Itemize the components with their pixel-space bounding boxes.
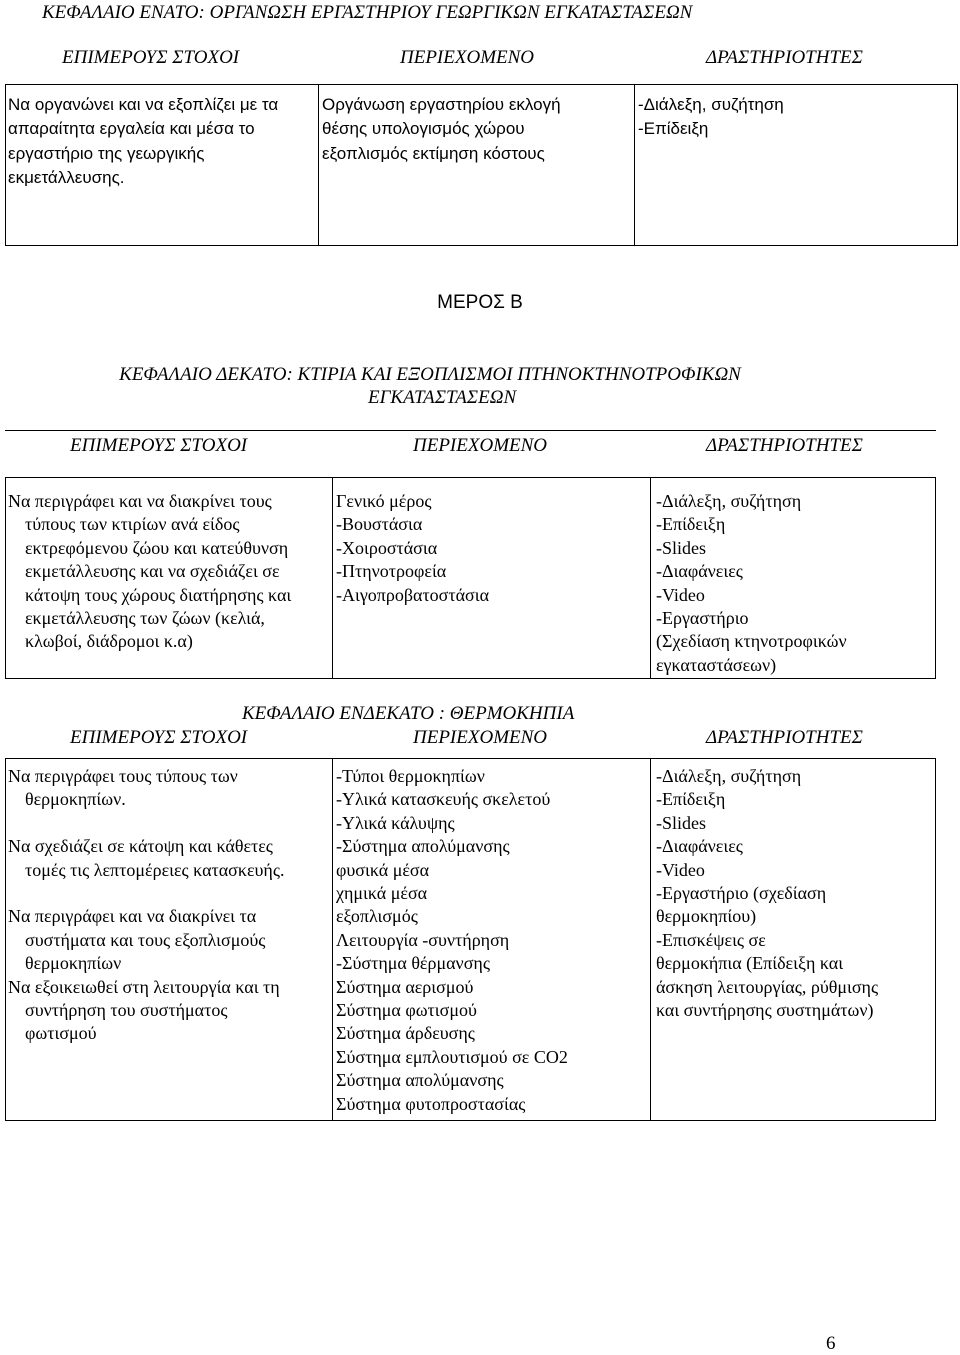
ch10-content-line: -Αιγοπροβατοστάσια <box>336 584 490 605</box>
ch10-goal-line: εκτρεφόμενου ζώου και κατεύθυνση <box>25 537 289 558</box>
part-b-heading: ΜΕΡΟΣ Β <box>437 292 523 313</box>
ch11-activity-line: θερμοκήπια (Επίδειξη και <box>656 953 844 974</box>
ch11-goal-line: συστήματα και τους εξοπλισμούς <box>25 929 266 950</box>
ch10-goal-line: εκμετάλλευσης και να σχεδιάζει σε <box>25 561 280 582</box>
ch11-content-line: χημικά μέσα <box>336 883 428 904</box>
ch9-goal-line: εκμετάλλευσης. <box>8 168 125 188</box>
ch9-goal-line: εργαστήριο της γεωργικής <box>8 143 205 163</box>
ch10-activity-line: -Επίδειξη <box>656 514 726 535</box>
ch11-goal-line: θερμοκηπίων <box>25 953 122 974</box>
ch11-content-line: -Σύστημα απολύμανσης <box>336 836 510 857</box>
ch10-activities-cell <box>656 490 847 677</box>
ch10-goals-cell <box>8 490 291 654</box>
ch11-goals-cell <box>8 765 284 1046</box>
ch11-activities-cell <box>656 765 878 1022</box>
ch10-table-top-border <box>5 477 936 478</box>
ch11-activity-line: θερμοκηπίου) <box>656 906 757 927</box>
ch10-activity-line: εγκαταστάσεων) <box>656 654 777 675</box>
ch11-goal-line: Να εξοικειωθεί στη λειτουργία και τη <box>8 976 280 997</box>
ch11-col-divider-1 <box>332 758 333 1121</box>
chapter9-title: ΚΕΦΑΛΑΙΟ ΕΝΑΤΟ: ΟΡΓΑΝΩΣΗ ΕΡΓΑΣΤΗΡΙΟΥ ΓΕΩΡΓΙΚΩΝ ΕΓΚΑΤΑΣΤΑΣΕΩΝ <box>42 2 693 23</box>
ch10-goal-line: εκμετάλλευσης των ζώων (κελιά, <box>25 608 265 629</box>
ch11-goal-line: Να περιγράφει και να διακρίνει τα <box>8 906 257 927</box>
chapter10-title-line2: ΕΓΚΑΤΑΣΤΑΣΕΩΝ <box>368 387 517 408</box>
ch11-activity-line: και συντήρησης συστημάτων) <box>656 1000 874 1021</box>
ch11-header-goals: ΕΠΙΜΕΡΟΥΣ ΣΤΟΧΟΙ <box>70 727 248 748</box>
ch9-header-activities: ΔΡΑΣΤΗΡΙΟΤΗΤΕΣ <box>706 47 863 68</box>
ch10-content-line: -Πτηνοτροφεία <box>336 561 447 582</box>
ch11-activity-line: -Διαφάνειες <box>656 836 743 857</box>
ch11-content-line: Σύστημα απολύμανσης <box>336 1070 504 1091</box>
ch10-activity-line: -Εργαστήριο <box>656 608 749 629</box>
ch10-content-cell <box>336 490 489 607</box>
ch10-goal-line: τύπους των κτιρίων ανά είδος <box>25 514 240 535</box>
ch9-header-content: ΠΕΡΙΕΧΟΜΕΝΟ <box>400 47 535 68</box>
ch10-header-content: ΠΕΡΙΕΧΟΜΕΝΟ <box>413 435 548 456</box>
ch9-content-cell <box>322 93 561 166</box>
ch11-content-cell <box>336 765 568 1116</box>
ch10-content-line: -Χοιροστάσια <box>336 537 438 558</box>
ch11-goal-line: Να περιγράφει τους τύπους των <box>8 766 238 786</box>
ch9-col-divider-1 <box>318 84 319 246</box>
ch11-content-line: Σύστημα εμπλουτισμού σε CO2 <box>336 1046 568 1067</box>
ch11-content-line: Σύστημα άρδευσης <box>336 1023 475 1044</box>
ch11-activity-line: άσκηση λειτουργίας, ρύθμισης <box>656 976 879 997</box>
ch11-content-line: -Υλικά κάλυψης <box>336 812 455 833</box>
ch9-col-divider-2 <box>634 84 635 246</box>
ch11-header-activities: ΔΡΑΣΤΗΡΙΟΤΗΤΕΣ <box>706 727 863 748</box>
ch11-header-content: ΠΕΡΙΕΧΟΜΕΝΟ <box>413 727 548 748</box>
ch11-table-right-border <box>935 758 936 1121</box>
ch11-content-line: φυσικά μέσα <box>336 859 430 880</box>
ch9-activity-line: -Διάλεξη, συζήτηση <box>638 95 784 114</box>
ch10-activity-line: -Διαφάνειες <box>656 561 743 582</box>
ch9-goal-line: Να οργανώνει και να εξοπλίζει με τα <box>8 95 279 114</box>
ch10-col-divider-1 <box>332 477 333 679</box>
ch9-content-line: θέσης υπολογισμός χώρου <box>322 119 525 139</box>
page-number: 6 <box>826 1333 836 1354</box>
ch10-content-line: -Βουστάσια <box>336 514 423 535</box>
ch10-activity-line: (Σχεδίαση κτηνοτροφικών <box>656 631 847 652</box>
ch11-goal-line: Να σχεδιάζει σε κάτοψη και κάθετες <box>8 836 273 857</box>
ch11-content-line: -Υλικά κατασκευής σκελετού <box>336 789 551 810</box>
ch11-content-line: Λειτουργία -συντήρηση <box>336 929 510 950</box>
ch9-table-top-border <box>5 84 958 85</box>
ch11-content-line: -Σύστημα θέρμανσης <box>336 953 490 974</box>
ch11-table-left-border <box>5 758 6 1121</box>
ch10-activity-line: -Slides <box>656 537 707 558</box>
ch9-goals-cell <box>8 93 278 191</box>
ch11-content-line: Σύστημα φωτισμού <box>336 1000 477 1021</box>
ch10-header-top-border <box>5 430 936 431</box>
ch9-activities-cell <box>638 93 784 142</box>
ch11-content-line: εξοπλισμός <box>336 906 418 927</box>
chapter11-title: ΚΕΦΑΛΑΙΟ ΕΝΔΕΚΑΤΟ : ΘΕΡΜΟΚΗΠΙΑ <box>242 703 575 724</box>
ch10-goal-line: κλωβοί, διάδρομοι κ.α) <box>25 631 193 652</box>
ch10-table-left-border <box>5 477 6 679</box>
ch10-content-line: Γενικό μέρος <box>336 491 432 511</box>
ch10-activity-line: -Διάλεξη, συζήτηση <box>656 491 802 511</box>
ch11-table-top-border <box>5 758 936 759</box>
ch11-activity-line: -Διάλεξη, συζήτηση <box>656 766 802 786</box>
ch10-col-divider-2 <box>650 477 651 679</box>
ch10-header-goals: ΕΠΙΜΕΡΟΥΣ ΣΤΟΧΟΙ <box>70 435 248 456</box>
ch10-table-bottom-border <box>5 678 936 679</box>
ch9-table-left-border <box>5 84 6 246</box>
ch9-content-line: εξοπλισμός εκτίμηση κόστους <box>322 143 545 163</box>
ch11-content-line: -Τύποι θερμοκηπίων <box>336 766 485 786</box>
ch11-goal-line: φωτισμού <box>25 1023 97 1044</box>
ch10-header-activities: ΔΡΑΣΤΗΡΙΟΤΗΤΕΣ <box>706 435 863 456</box>
chapter10-title-line1: ΚΕΦΑΛΑΙΟ ΔΕΚΑΤΟ: ΚΤΙΡΙΑ ΚΑΙ ΕΞΟΠΛΙΣΜΟΙ ΠΤΗΝΟΚΤΗΝΟΤΡΟΦΙΚΩΝ <box>119 364 741 385</box>
ch10-activity-line: -Video <box>656 584 705 605</box>
ch11-content-line: Σύστημα αερισμού <box>336 976 474 997</box>
ch9-content-line: Οργάνωση εργαστηρίου εκλογή <box>322 95 561 114</box>
ch10-goal-line: κάτοψη τους χώρους διατήρησης και <box>25 584 292 605</box>
ch11-activity-line: -Video <box>656 859 705 880</box>
ch11-table-bottom-border <box>5 1120 936 1121</box>
ch11-goal-line: συντήρηση του συστήματος <box>25 1000 228 1021</box>
ch9-goal-line: απαραίτητα εργαλεία και μέσα το <box>8 119 255 139</box>
ch10-goal-line: Να περιγράφει και να διακρίνει τους <box>8 491 272 511</box>
ch11-goal-line: τομές τις λεπτομέρειες κατασκευής. <box>25 859 285 880</box>
ch9-table-right-border <box>957 84 958 246</box>
ch11-activity-line: -Επίδειξη <box>656 789 726 810</box>
ch11-content-line: Σύστημα φυτοπροστασίας <box>336 1093 526 1114</box>
ch11-goal-line: θερμοκηπίων. <box>25 789 126 810</box>
ch11-col-divider-2 <box>650 758 651 1121</box>
ch11-activity-line: -Εργαστήριο (σχεδίαση <box>656 883 827 904</box>
ch9-table-bottom-border <box>5 245 958 246</box>
ch11-activity-line: -Επισκέψεις σε <box>656 929 766 950</box>
ch11-activity-line: -Slides <box>656 812 707 833</box>
ch9-header-goals: ΕΠΙΜΕΡΟΥΣ ΣΤΟΧΟΙ <box>62 47 240 68</box>
ch10-table-right-border <box>935 477 936 679</box>
ch9-activity-line: -Επίδειξη <box>638 119 709 139</box>
